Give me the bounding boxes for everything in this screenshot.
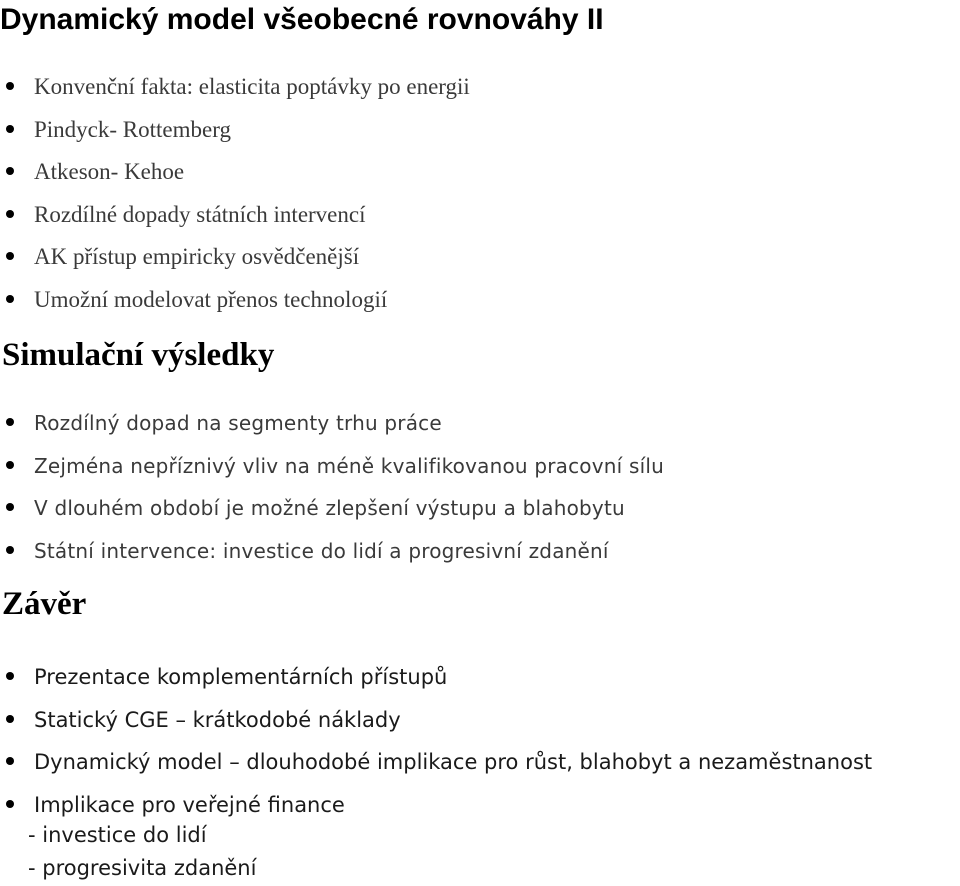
sub-item: - investice do lidí xyxy=(28,823,207,847)
bullet-icon xyxy=(6,503,14,511)
bullet-icon xyxy=(6,125,14,133)
list-item: Atkeson- Kehoe xyxy=(0,153,470,196)
bullet-list-conclusion xyxy=(0,658,872,828)
bullet-icon xyxy=(6,82,14,90)
list-item: Umožní modelovat přenos technologií xyxy=(0,281,470,324)
list-item: AK přístup empiricky osvědčenější xyxy=(0,238,470,281)
list-item: Státní intervence: investice do lidí a progresivní zdanění xyxy=(0,532,664,575)
bullet-icon xyxy=(6,715,14,723)
bullet-icon xyxy=(6,252,14,260)
list-item: Rozdílný dopad na segmenty trhu práce xyxy=(0,404,664,447)
bullet-icon xyxy=(6,295,14,303)
bullet-icon xyxy=(6,546,14,554)
list-item: Dynamický model – dlouhodobé implikace pro růst, blahobyt a nezaměstnanost xyxy=(0,743,872,786)
list-item: V dlouhém období je možné zlepšení výstupu a blahobytu xyxy=(0,489,664,532)
list-item: Pindyck- Rottemberg xyxy=(0,111,470,154)
bullet-icon xyxy=(6,800,14,808)
bullet-icon xyxy=(6,167,14,175)
bullet-list-results xyxy=(0,404,664,574)
page-title: Dynamický model všeobecné rovnováhy II xyxy=(0,3,604,36)
section-heading-conclusion: Závěr xyxy=(2,586,87,622)
list-item: Konvenční fakta: elasticita poptávky po energii xyxy=(0,68,470,111)
bullet-icon xyxy=(6,210,14,218)
list-item: Zejména nepříznivý vliv na méně kvalifikovanou pracovní sílu xyxy=(0,447,664,490)
bullet-icon xyxy=(6,672,14,680)
bullet-icon xyxy=(6,461,14,469)
section-heading-results: Simulační výsledky xyxy=(2,337,275,373)
list-item: Implikace pro veřejné finance xyxy=(0,786,872,829)
bullet-list-intro xyxy=(0,68,470,323)
list-item: Statický CGE – krátkodobé náklady xyxy=(0,701,872,744)
sub-item: - progresivita zdanění xyxy=(28,856,257,880)
bullet-icon xyxy=(6,418,14,426)
list-item: Prezentace komplementárních přístupů xyxy=(0,658,872,701)
bullet-icon xyxy=(6,757,14,765)
list-item: Rozdílné dopady státních intervencí xyxy=(0,196,470,239)
